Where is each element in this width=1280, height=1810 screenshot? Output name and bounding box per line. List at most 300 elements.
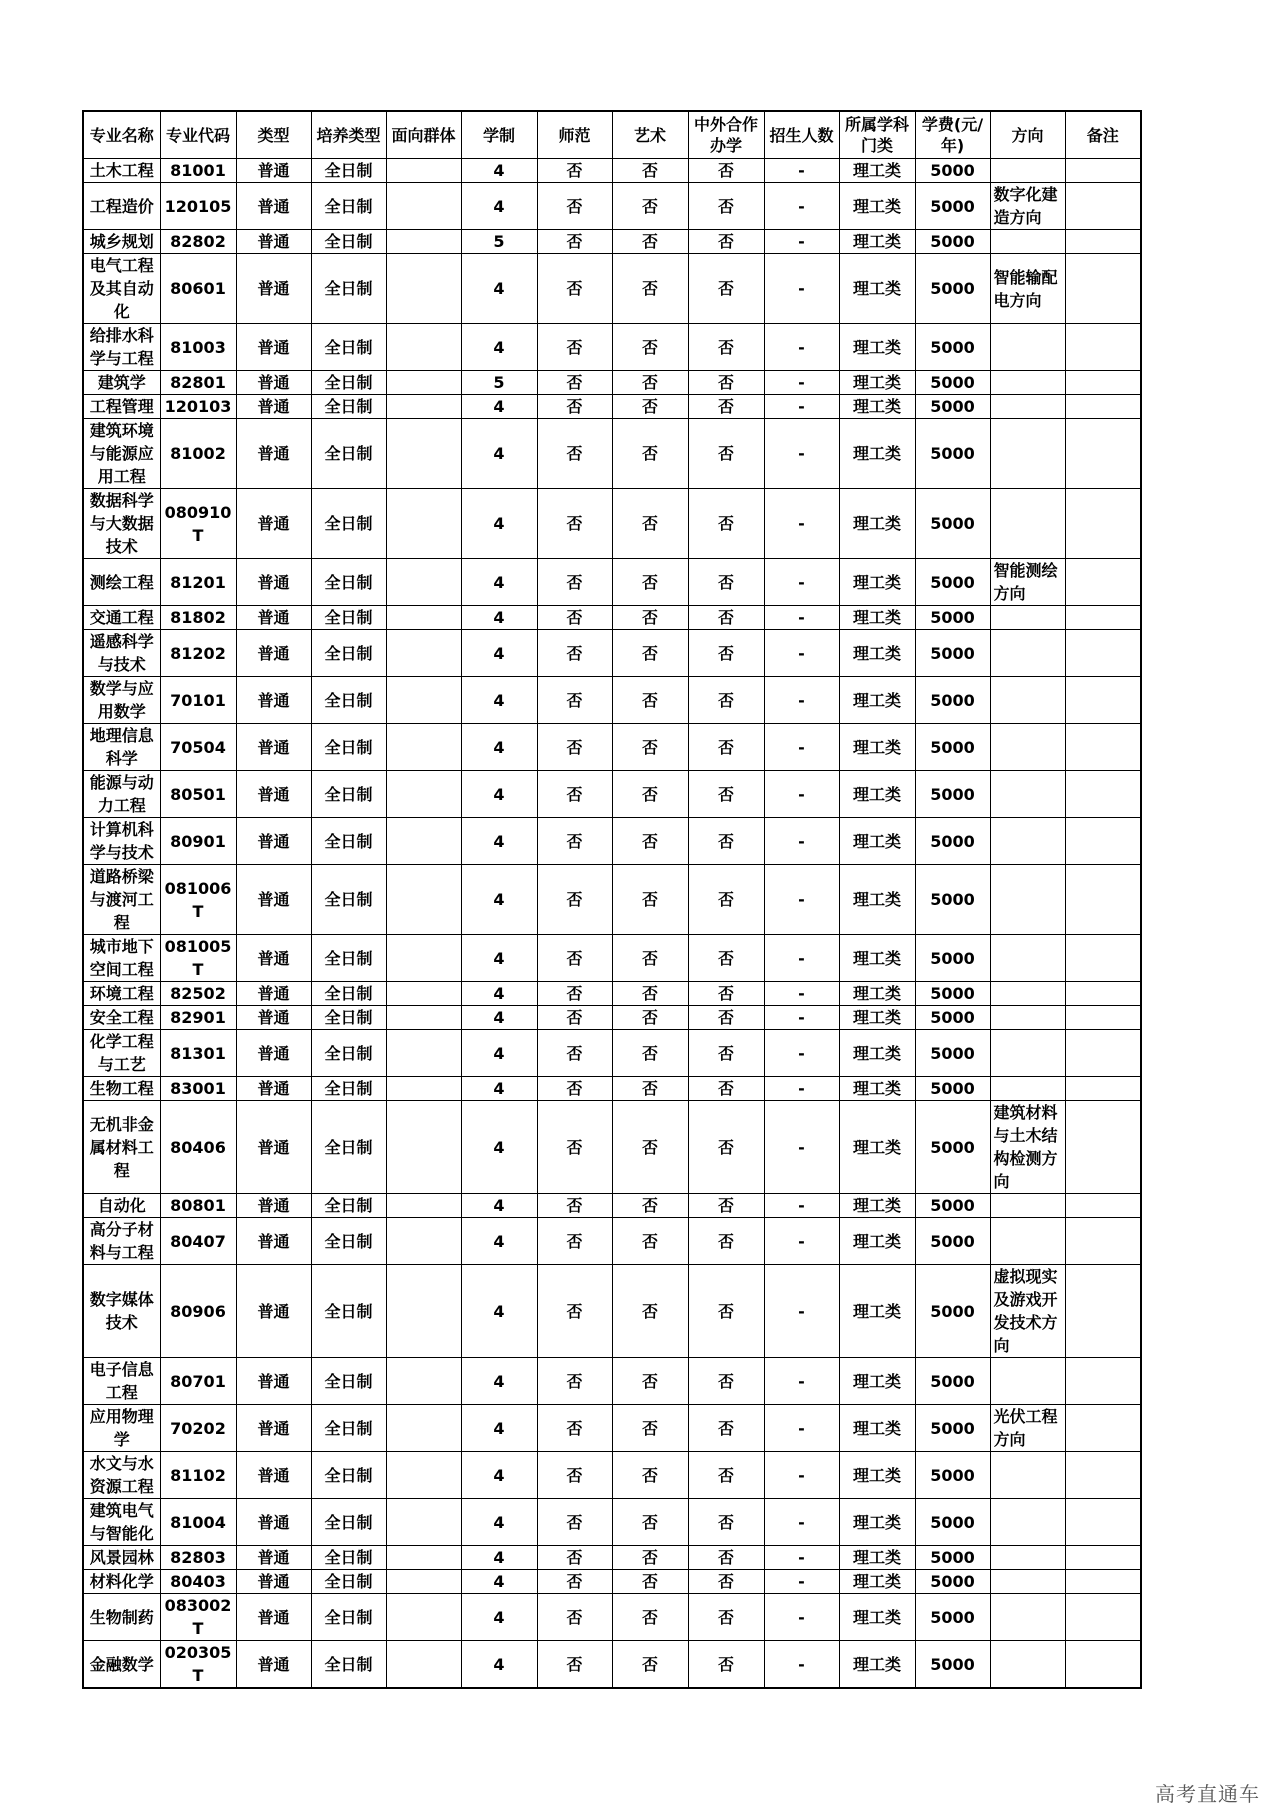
table-cell: 否: [537, 1594, 612, 1641]
table-cell: -: [764, 1101, 839, 1194]
table-cell: 普通: [236, 1265, 311, 1358]
table-cell: 5000: [915, 1265, 990, 1358]
table-cell: 5000: [915, 230, 990, 254]
table-cell: [990, 159, 1065, 183]
table-cell: 理工类: [839, 1218, 915, 1265]
table-cell: -: [764, 771, 839, 818]
table-cell: 否: [688, 254, 764, 324]
table-cell: [1065, 1265, 1141, 1358]
table-cell: [1065, 1006, 1141, 1030]
table-cell: [990, 489, 1065, 559]
table-cell: 4: [461, 1006, 537, 1030]
column-header: 培养类型: [311, 111, 386, 159]
table-cell: 数字化建造方向: [990, 183, 1065, 230]
table-cell: -: [764, 1030, 839, 1077]
table-cell: 理工类: [839, 630, 915, 677]
table-cell: 否: [688, 865, 764, 935]
table-cell: -: [764, 324, 839, 371]
table-cell: 80701: [160, 1358, 236, 1405]
table-cell: 5000: [915, 982, 990, 1006]
table-cell: 电子信息工程: [83, 1358, 160, 1405]
table-cell: 理工类: [839, 1405, 915, 1452]
table-cell: -: [764, 935, 839, 982]
table-cell: 083002T: [160, 1594, 236, 1641]
table-cell: 否: [537, 183, 612, 230]
table-cell: 4: [461, 1570, 537, 1594]
table-cell: 否: [688, 1570, 764, 1594]
table-cell: 否: [612, 1194, 688, 1218]
table-cell: 否: [537, 559, 612, 606]
table-cell: 否: [537, 818, 612, 865]
table-cell: [386, 559, 461, 606]
table-cell: 风景园林: [83, 1546, 160, 1570]
table-cell: 普通: [236, 677, 311, 724]
table-cell: 全日制: [311, 1101, 386, 1194]
table-cell: [1065, 254, 1141, 324]
table-row: [83, 1499, 1141, 1546]
table-cell: 建筑电气与智能化: [83, 1499, 160, 1546]
table-cell: 否: [537, 1194, 612, 1218]
table-cell: 4: [461, 724, 537, 771]
table-cell: 全日制: [311, 1006, 386, 1030]
table-cell: 否: [537, 254, 612, 324]
table-cell: 否: [612, 1030, 688, 1077]
table-cell: 4: [461, 1641, 537, 1689]
table-cell: [990, 1030, 1065, 1077]
table-cell: 全日制: [311, 395, 386, 419]
table-cell: 否: [537, 677, 612, 724]
table-body: [83, 159, 1141, 1689]
table-cell: 否: [612, 371, 688, 395]
table-cell: 普通: [236, 771, 311, 818]
table-cell: 否: [537, 371, 612, 395]
table-cell: 理工类: [839, 1077, 915, 1101]
table-cell: 否: [537, 1030, 612, 1077]
table-cell: 普通: [236, 818, 311, 865]
table-cell: [386, 1499, 461, 1546]
table-cell: 否: [537, 865, 612, 935]
table-cell: 5000: [915, 395, 990, 419]
table-cell: [1065, 1218, 1141, 1265]
table-cell: 全日制: [311, 1405, 386, 1452]
table-cell: 5000: [915, 1218, 990, 1265]
table-cell: [990, 395, 1065, 419]
table-cell: 否: [612, 1641, 688, 1689]
table-cell: 4: [461, 1265, 537, 1358]
table-cell: -: [764, 1405, 839, 1452]
table-cell: 81301: [160, 1030, 236, 1077]
table-cell: 地理信息科学: [83, 724, 160, 771]
table-cell: 81802: [160, 606, 236, 630]
table-cell: 5000: [915, 1077, 990, 1101]
table-cell: 4: [461, 183, 537, 230]
table-cell: [386, 254, 461, 324]
table-cell: 5000: [915, 159, 990, 183]
table-cell: 光伏工程方向: [990, 1405, 1065, 1452]
table-cell: 4: [461, 1077, 537, 1101]
table-cell: [990, 982, 1065, 1006]
table-cell: 否: [612, 1499, 688, 1546]
table-cell: 5000: [915, 677, 990, 724]
header-row: [83, 111, 1141, 159]
table-cell: 虚拟现实及游戏开发技术方向: [990, 1265, 1065, 1358]
table-cell: 理工类: [839, 183, 915, 230]
table-cell: -: [764, 371, 839, 395]
table-cell: 否: [688, 630, 764, 677]
table-cell: 5000: [915, 1030, 990, 1077]
table-cell: 080910T: [160, 489, 236, 559]
table-cell: [990, 1077, 1065, 1101]
table-row: [83, 1101, 1141, 1194]
table-cell: [386, 818, 461, 865]
table-cell: 全日制: [311, 630, 386, 677]
table-cell: 否: [612, 183, 688, 230]
table-row: [83, 254, 1141, 324]
table-cell: -: [764, 230, 839, 254]
table-cell: 普通: [236, 254, 311, 324]
table-cell: [386, 1265, 461, 1358]
table-cell: 普通: [236, 183, 311, 230]
table-cell: 5000: [915, 254, 990, 324]
table-cell: -: [764, 1077, 839, 1101]
table-cell: 应用物理学: [83, 1405, 160, 1452]
table-cell: 80501: [160, 771, 236, 818]
table-cell: -: [764, 677, 839, 724]
table-cell: 5000: [915, 935, 990, 982]
table-row: [83, 1265, 1141, 1358]
table-cell: 理工类: [839, 1358, 915, 1405]
table-cell: 全日制: [311, 159, 386, 183]
table-cell: 全日制: [311, 865, 386, 935]
table-cell: 全日制: [311, 1546, 386, 1570]
table-cell: [386, 183, 461, 230]
table-cell: [386, 1570, 461, 1594]
table-cell: [1065, 1194, 1141, 1218]
table-row: [83, 183, 1141, 230]
table-cell: 普通: [236, 230, 311, 254]
table-cell: [386, 865, 461, 935]
table-cell: [386, 1194, 461, 1218]
table-cell: 理工类: [839, 865, 915, 935]
table-cell: 否: [537, 1101, 612, 1194]
table-cell: 否: [537, 1077, 612, 1101]
table-row: [83, 1594, 1141, 1641]
table-cell: 普通: [236, 982, 311, 1006]
table-cell: 否: [612, 1546, 688, 1570]
table-cell: [386, 489, 461, 559]
table-cell: 普通: [236, 1218, 311, 1265]
table-cell: 否: [612, 395, 688, 419]
table-cell: [1065, 1499, 1141, 1546]
table-cell: [386, 677, 461, 724]
table-cell: [1065, 935, 1141, 982]
table-cell: [1065, 771, 1141, 818]
table-cell: 理工类: [839, 771, 915, 818]
table-cell: 5000: [915, 1546, 990, 1570]
table-cell: 否: [612, 1570, 688, 1594]
table-cell: 5000: [915, 419, 990, 489]
table-cell: 否: [688, 677, 764, 724]
table-cell: 安全工程: [83, 1006, 160, 1030]
table-cell: 普通: [236, 1077, 311, 1101]
table-cell: 交通工程: [83, 606, 160, 630]
table-cell: 4: [461, 489, 537, 559]
table-cell: 120103: [160, 395, 236, 419]
table-cell: 4: [461, 630, 537, 677]
table-cell: 5000: [915, 1006, 990, 1030]
table-cell: -: [764, 1594, 839, 1641]
table-cell: 否: [537, 324, 612, 371]
table-cell: 5: [461, 371, 537, 395]
table-cell: [386, 982, 461, 1006]
table-row: [83, 395, 1141, 419]
table-cell: 5000: [915, 1594, 990, 1641]
table-cell: 否: [537, 419, 612, 489]
table-cell: 否: [688, 1101, 764, 1194]
table-cell: 普通: [236, 1101, 311, 1194]
table-cell: -: [764, 1570, 839, 1594]
table-cell: 普通: [236, 935, 311, 982]
table-cell: -: [764, 559, 839, 606]
table-cell: 否: [688, 1006, 764, 1030]
table-cell: 否: [688, 818, 764, 865]
table-cell: 全日制: [311, 724, 386, 771]
table-cell: [386, 1077, 461, 1101]
table-cell: [990, 1546, 1065, 1570]
table-cell: 否: [612, 935, 688, 982]
table-cell: 否: [688, 1358, 764, 1405]
table-cell: -: [764, 1265, 839, 1358]
table-row: [83, 324, 1141, 371]
table-cell: 城市地下空间工程: [83, 935, 160, 982]
table-cell: 5000: [915, 1194, 990, 1218]
table-cell: 否: [612, 230, 688, 254]
table-cell: [386, 419, 461, 489]
table-cell: 否: [612, 630, 688, 677]
table-cell: 理工类: [839, 677, 915, 724]
table-cell: 普通: [236, 1405, 311, 1452]
column-header: 中外合作办学: [688, 111, 764, 159]
table-cell: -: [764, 1006, 839, 1030]
table-cell: 否: [612, 1265, 688, 1358]
table-cell: 全日制: [311, 982, 386, 1006]
table-cell: 否: [688, 371, 764, 395]
table-cell: 普通: [236, 559, 311, 606]
table-cell: 普通: [236, 1499, 311, 1546]
column-header: 专业代码: [160, 111, 236, 159]
table-cell: 4: [461, 1101, 537, 1194]
table-cell: 否: [537, 724, 612, 771]
column-header: 艺术: [612, 111, 688, 159]
table-cell: 全日制: [311, 419, 386, 489]
table-cell: 5000: [915, 1641, 990, 1689]
table-cell: 否: [612, 1405, 688, 1452]
table-cell: 理工类: [839, 489, 915, 559]
table-cell: 5000: [915, 1101, 990, 1194]
table-cell: 理工类: [839, 1006, 915, 1030]
table-cell: 全日制: [311, 1218, 386, 1265]
table-cell: 81003: [160, 324, 236, 371]
table-cell: [1065, 324, 1141, 371]
table-cell: [990, 1641, 1065, 1689]
table-cell: 普通: [236, 1194, 311, 1218]
table-cell: 否: [612, 489, 688, 559]
table-cell: [990, 1570, 1065, 1594]
table-cell: 5000: [915, 1452, 990, 1499]
table-cell: 否: [688, 489, 764, 559]
table-cell: 否: [688, 1452, 764, 1499]
table-cell: 普通: [236, 1358, 311, 1405]
table-cell: 否: [612, 419, 688, 489]
table-row: [83, 159, 1141, 183]
table-cell: 普通: [236, 1546, 311, 1570]
table-cell: [386, 1101, 461, 1194]
table-cell: 否: [612, 724, 688, 771]
table-cell: 全日制: [311, 489, 386, 559]
table-cell: 城乡规划: [83, 230, 160, 254]
table-cell: [386, 1405, 461, 1452]
table-cell: 4: [461, 1358, 537, 1405]
table-cell: [386, 1546, 461, 1570]
table-cell: 普通: [236, 1006, 311, 1030]
table-cell: 全日制: [311, 677, 386, 724]
table-cell: 5000: [915, 771, 990, 818]
table-cell: 否: [688, 1077, 764, 1101]
table-cell: 否: [537, 1499, 612, 1546]
table-cell: [386, 935, 461, 982]
column-header: 备注: [1065, 111, 1141, 159]
table-cell: 否: [612, 159, 688, 183]
table-cell: 4: [461, 1405, 537, 1452]
table-cell: 否: [537, 489, 612, 559]
table-cell: 4: [461, 865, 537, 935]
table-cell: [386, 1452, 461, 1499]
table-row: [83, 1194, 1141, 1218]
table-cell: 4: [461, 559, 537, 606]
table-cell: -: [764, 183, 839, 230]
table-cell: 理工类: [839, 935, 915, 982]
table-cell: 81201: [160, 559, 236, 606]
table-cell: 81001: [160, 159, 236, 183]
table-cell: [990, 1594, 1065, 1641]
table-cell: 环境工程: [83, 982, 160, 1006]
table-cell: [1065, 982, 1141, 1006]
table-cell: 普通: [236, 1570, 311, 1594]
table-row: [83, 677, 1141, 724]
table-cell: [1065, 230, 1141, 254]
column-header: 面向群体: [386, 111, 461, 159]
table-cell: 70101: [160, 677, 236, 724]
table-cell: 4: [461, 818, 537, 865]
table-cell: 否: [688, 724, 764, 771]
table-row: [83, 818, 1141, 865]
table-cell: 工程造价: [83, 183, 160, 230]
table-cell: [1065, 724, 1141, 771]
table-cell: [1065, 818, 1141, 865]
table-cell: 否: [537, 771, 612, 818]
table-cell: 普通: [236, 1594, 311, 1641]
table-cell: 否: [688, 230, 764, 254]
table-cell: 建筑材料与土木结构检测方向: [990, 1101, 1065, 1194]
table-cell: 82901: [160, 1006, 236, 1030]
table-cell: 普通: [236, 865, 311, 935]
table-cell: -: [764, 1218, 839, 1265]
table-cell: 80407: [160, 1218, 236, 1265]
table-cell: 理工类: [839, 1594, 915, 1641]
table-cell: [990, 630, 1065, 677]
table-cell: 否: [537, 230, 612, 254]
table-cell: 5000: [915, 606, 990, 630]
table-cell: 理工类: [839, 371, 915, 395]
table-cell: 全日制: [311, 183, 386, 230]
table-cell: 遥感科学与技术: [83, 630, 160, 677]
table-cell: 82801: [160, 371, 236, 395]
table-cell: 否: [688, 1641, 764, 1689]
table-cell: 70202: [160, 1405, 236, 1452]
table-cell: 否: [537, 606, 612, 630]
table-cell: [386, 1030, 461, 1077]
table-cell: [1065, 1641, 1141, 1689]
table-cell: 80406: [160, 1101, 236, 1194]
table-cell: 计算机科学与技术: [83, 818, 160, 865]
table-cell: [1065, 489, 1141, 559]
table-cell: -: [764, 395, 839, 419]
table-cell: 全日制: [311, 1499, 386, 1546]
table-cell: 5000: [915, 489, 990, 559]
table-cell: 5000: [915, 818, 990, 865]
table-cell: 否: [688, 771, 764, 818]
table-cell: -: [764, 1194, 839, 1218]
table-cell: 否: [688, 1218, 764, 1265]
table-cell: [1065, 395, 1141, 419]
table-cell: 电气工程及其自动化: [83, 254, 160, 324]
table-cell: -: [764, 982, 839, 1006]
table-cell: 4: [461, 771, 537, 818]
table-cell: [386, 395, 461, 419]
table-cell: -: [764, 489, 839, 559]
table-cell: 5000: [915, 724, 990, 771]
table-cell: 全日制: [311, 1452, 386, 1499]
table-cell: 否: [688, 1194, 764, 1218]
watermark: 高考直通车: [1155, 1782, 1260, 1806]
table-cell: 否: [612, 1006, 688, 1030]
table-cell: 否: [688, 419, 764, 489]
table-cell: 否: [537, 1405, 612, 1452]
table-cell: 否: [537, 1452, 612, 1499]
table-row: [83, 724, 1141, 771]
table-cell: 普通: [236, 489, 311, 559]
table-cell: 理工类: [839, 818, 915, 865]
table-cell: 理工类: [839, 559, 915, 606]
table-cell: [1065, 1405, 1141, 1452]
table-row: [83, 1006, 1141, 1030]
table-cell: 普通: [236, 1641, 311, 1689]
table-cell: [990, 724, 1065, 771]
table-cell: [990, 1358, 1065, 1405]
table-cell: 道路桥梁与渡河工程: [83, 865, 160, 935]
column-header: 类型: [236, 111, 311, 159]
table-cell: 全日制: [311, 1594, 386, 1641]
table-cell: 否: [537, 1358, 612, 1405]
table-cell: 全日制: [311, 1641, 386, 1689]
table-cell: 否: [537, 1641, 612, 1689]
table-cell: [386, 230, 461, 254]
table-cell: 普通: [236, 371, 311, 395]
table-cell: 否: [612, 254, 688, 324]
table-cell: 4: [461, 1594, 537, 1641]
table-cell: 否: [688, 559, 764, 606]
table-cell: [990, 935, 1065, 982]
